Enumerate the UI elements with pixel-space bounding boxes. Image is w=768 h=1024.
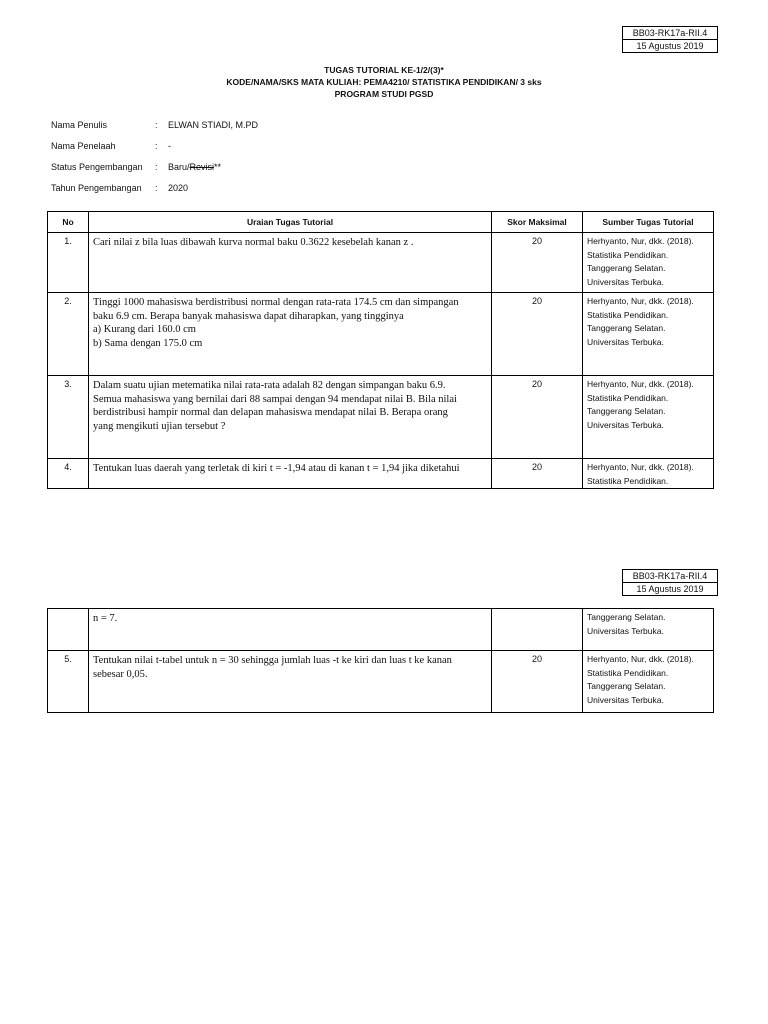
status-revisi: Revisi — [189, 161, 215, 172]
meta-label: Status Pengembangan — [51, 161, 143, 172]
header-sumber: Sumber Tugas Tutorial — [583, 212, 714, 233]
source-line: Universitas Terbuka. — [587, 276, 664, 287]
meta-label: Nama Penulis — [51, 119, 108, 130]
source-line: Herhyanto, Nur, dkk. (2018). — [587, 296, 694, 306]
header-uraian: Uraian Tugas Tutorial — [89, 212, 492, 233]
meta-penulis — [51, 114, 258, 135]
row-source — [583, 293, 714, 376]
row-score: 20 — [492, 233, 583, 293]
doc-code: BB03-RK17a-RII.4 — [632, 571, 708, 581]
row-no: 5. — [48, 651, 89, 713]
task-line: yang mengikuti ujian tersebut ? — [93, 420, 226, 432]
source-line: Tanggerang Selatan. — [587, 323, 666, 333]
task-line: Tinggi 1000 mahasiswa berdistribusi normal dengan rata-rata 174.5 cm dan simpangan — [93, 297, 459, 308]
task-line: Semua mahasiswa yang bernilai dari 88 sampai dengan 94 mendapat nilai B. Bila nilai — [93, 393, 457, 405]
row-source — [583, 459, 714, 489]
task-line: Tentukan luas daerah yang terletak di kiri t = -1,94 atau di kanan t = 1,94 jika diketahui — [93, 463, 460, 474]
meta-label: Tahun Pengembangan — [51, 182, 142, 193]
document-title — [0, 64, 768, 100]
source-line: Statistika Pendidikan. — [587, 309, 669, 320]
source-line: Tanggerang Selatan. — [587, 406, 666, 416]
table-row — [48, 233, 714, 293]
row-source — [583, 233, 714, 293]
source-line: Statistika Pendidikan. — [587, 667, 669, 678]
meta-status — [51, 156, 258, 177]
row-score: 20 — [492, 293, 583, 376]
source-line: Statistika Pendidikan. — [587, 249, 669, 260]
meta-value: - — [168, 140, 171, 151]
source-line: Herhyanto, Nur, dkk. (2018). — [587, 462, 694, 472]
row-score: 20 — [492, 651, 583, 713]
source-line: Statistika Pendidikan. — [587, 392, 669, 403]
table-row — [48, 376, 714, 459]
task-line: Cari nilai z bila luas dibawah kurva normal baku 0.3622 kesebelah kanan z . — [93, 237, 414, 248]
row-task — [89, 609, 492, 651]
source-line: Universitas Terbuka. — [587, 625, 664, 636]
task-table-continued — [47, 608, 714, 713]
title-line-2: KODE/NAMA/SKS MATA KULIAH: PEMA4210/ STATISTIKA PENDIDIKAN/ 3 sks — [226, 77, 542, 87]
table-row — [48, 459, 714, 489]
meta-tahun — [51, 177, 258, 198]
source-line: Tanggerang Selatan. — [587, 681, 666, 691]
header-skor: Skor Maksimal — [492, 212, 583, 233]
meta-colon: : — [155, 161, 158, 172]
title-line-1: TUGAS TUTORIAL KE-1/2/(3)* — [324, 65, 444, 75]
task-line: n = 7. — [93, 613, 118, 624]
meta-penelaah — [51, 135, 258, 156]
row-task — [89, 293, 492, 376]
meta-colon: : — [155, 119, 158, 130]
source-line: Herhyanto, Nur, dkk. (2018). — [587, 654, 694, 664]
row-source — [583, 376, 714, 459]
source-line: Statistika Pendidikan. — [587, 475, 669, 486]
task-line: berdistribusi hampir normal dan delapan mahasiswa mendapat nilai B. Berapa orang — [93, 407, 448, 418]
row-no: 4. — [48, 459, 89, 489]
task-line: Tentukan nilai t-tabel untuk n = 30 sehingga jumlah luas -t ke kiri dan luas t ke kanan — [93, 655, 452, 666]
task-line: Dalam suatu ujian metematika nilai rata-rata adalah 82 dengan simpangan baku 6.9. — [93, 380, 446, 391]
doc-date: 15 Agustus 2019 — [623, 39, 717, 52]
row-task — [89, 376, 492, 459]
task-line: baku 6.9 cm. Berapa banyak mahasiswa dapat diharapkan, yang tingginya — [93, 310, 404, 322]
row-source — [583, 651, 714, 713]
row-score: 20 — [492, 376, 583, 459]
meta-colon: : — [155, 140, 158, 151]
source-line: Universitas Terbuka. — [587, 419, 664, 430]
source-line: Universitas Terbuka. — [587, 336, 664, 347]
source-line: Tanggerang Selatan. — [587, 263, 666, 273]
doc-date: 15 Agustus 2019 — [623, 582, 717, 595]
row-task — [89, 233, 492, 293]
row-score: 20 — [492, 459, 583, 489]
source-line: Tanggerang Selatan. — [587, 612, 666, 622]
table-row — [48, 651, 714, 713]
doc-code-box-page-2 — [622, 569, 718, 596]
row-task — [89, 651, 492, 713]
status-baru: Baru/ — [168, 161, 190, 172]
row-score — [492, 609, 583, 651]
row-source — [583, 609, 714, 651]
meta-label: Nama Penelaah — [51, 140, 116, 151]
meta-value — [168, 162, 221, 172]
row-no: 2. — [48, 293, 89, 376]
source-line: Universitas Terbuka. — [587, 694, 664, 705]
task-line: sebesar 0,05. — [93, 668, 148, 680]
title-line-3: PROGRAM STUDI PGSD — [334, 89, 434, 99]
doc-code: BB03-RK17a-RII.4 — [632, 28, 708, 38]
status-mark: ** — [214, 161, 222, 172]
row-no — [48, 609, 89, 651]
task-line: b) Sama dengan 175.0 cm — [93, 337, 203, 349]
meta-value: ELWAN STIADI, M.PD — [168, 119, 259, 130]
header-no: No — [48, 212, 89, 233]
row-no: 3. — [48, 376, 89, 459]
meta-colon: : — [155, 182, 158, 193]
table-row — [48, 293, 714, 376]
task-table — [47, 211, 714, 489]
source-line: Herhyanto, Nur, dkk. (2018). — [587, 379, 694, 389]
table-header-row — [48, 212, 714, 233]
table-row — [48, 609, 714, 651]
source-line: Herhyanto, Nur, dkk. (2018). — [587, 236, 694, 246]
document-meta — [51, 114, 258, 198]
row-task — [89, 459, 492, 489]
task-line: a) Kurang dari 160.0 cm — [93, 324, 196, 335]
meta-value: 2020 — [168, 182, 189, 193]
row-no: 1. — [48, 233, 89, 293]
doc-code-box — [622, 26, 718, 53]
